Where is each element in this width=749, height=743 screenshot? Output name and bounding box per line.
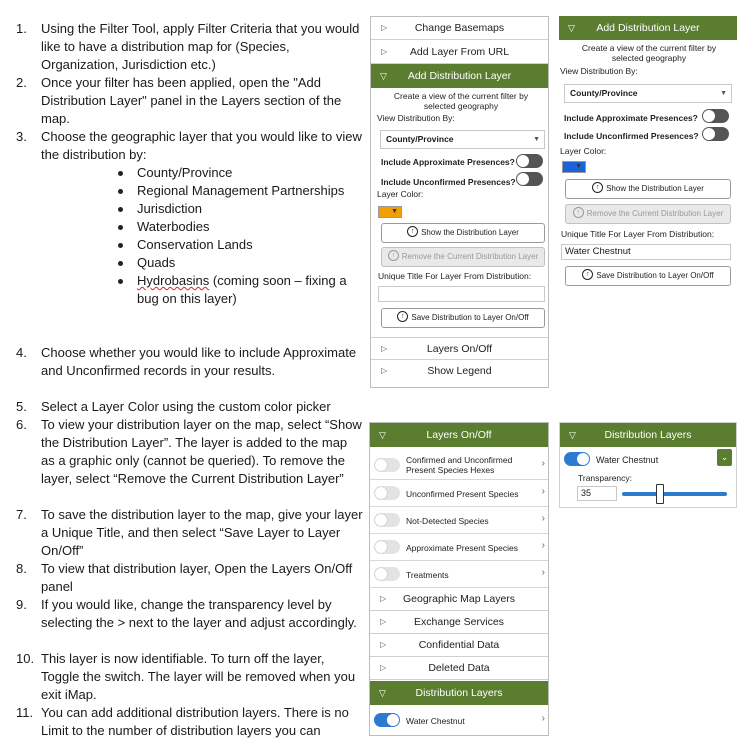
chevron-right-icon[interactable]: › bbox=[541, 713, 545, 724]
dropdown-arrow-icon: ▼ bbox=[533, 136, 540, 143]
layer-toggle[interactable] bbox=[374, 458, 400, 472]
bullet-icon bbox=[118, 243, 123, 248]
remove-distribution-layer-button[interactable]: ↑ Remove the Current Distribution Layer bbox=[381, 247, 545, 267]
transparency-slider-thumb[interactable] bbox=[656, 484, 664, 504]
save-distribution-button[interactable]: ↑ Save Distribution to Layer On/Off bbox=[381, 308, 545, 328]
bullet-icon bbox=[118, 279, 123, 284]
chevron-down-icon: ▽ bbox=[379, 688, 386, 698]
save-distribution-button[interactable]: ↑ Save Distribution to Layer On/Off bbox=[565, 266, 731, 286]
view-distribution-by-label: View Distribution By: bbox=[560, 66, 638, 76]
dropdown-arrow-icon: ▼ bbox=[720, 90, 727, 97]
layer-toggle[interactable] bbox=[374, 513, 400, 527]
chevron-right-icon: ▷ bbox=[381, 344, 388, 353]
geographic-map-layers-row[interactable]: ▷ Geographic Map Layers bbox=[370, 588, 548, 611]
remove-distribution-layer-button[interactable]: ↑ Remove the Current Distribution Layer bbox=[565, 204, 731, 224]
exchange-services-row[interactable]: ▷ Exchange Services bbox=[370, 611, 548, 634]
unconfirmed-presences-toggle[interactable] bbox=[702, 127, 729, 141]
distribution-layer-row[interactable]: Water Chestnut › bbox=[370, 707, 548, 734]
bullet-icon bbox=[118, 261, 123, 266]
upload-icon: ↑ bbox=[592, 182, 603, 193]
distribution-layer-name: Water Chestnut bbox=[596, 455, 659, 465]
layer-color-label: Layer Color: bbox=[560, 146, 607, 156]
deleted-data-row[interactable]: ▷ Deleted Data bbox=[370, 657, 548, 680]
distribution-layers-header[interactable]: ▽ Distribution Layers bbox=[370, 681, 548, 705]
unconfirmed-presences-toggle[interactable] bbox=[516, 172, 543, 186]
approximate-presences-label: Include Approximate Presences? bbox=[564, 113, 698, 123]
unconfirmed-presences-label: Include Unconfirmed Presences? bbox=[564, 131, 699, 141]
distribution-description: Create a view of the current filter by selected geography bbox=[581, 43, 717, 63]
transparency-label: Transparency: bbox=[578, 473, 633, 483]
chevron-right-icon: ▷ bbox=[381, 47, 388, 56]
dropdown-arrow-icon: ▼ bbox=[575, 163, 582, 170]
bullet-icon bbox=[118, 189, 123, 194]
unconfirmed-presences-label: Include Unconfirmed Presences? bbox=[381, 177, 516, 187]
distribution-layer-toggle[interactable] bbox=[374, 713, 400, 727]
hydrobasins-word: Hydrobasins bbox=[137, 273, 210, 288]
approximate-presences-toggle[interactable] bbox=[702, 109, 729, 123]
layers-on-off-row[interactable]: ▷ Layers On/Off bbox=[371, 337, 548, 360]
layer-toggle[interactable] bbox=[374, 567, 400, 581]
unique-title-label: Unique Title For Layer From Distribution: bbox=[561, 229, 715, 239]
layer-row[interactable]: Unconfirmed Present Species › bbox=[370, 480, 548, 507]
change-basemaps-row[interactable]: ▷ Change Basemaps bbox=[371, 17, 548, 40]
chevron-down-icon: ▽ bbox=[569, 430, 576, 440]
chevron-down-icon: ▽ bbox=[568, 23, 575, 33]
chevron-right-icon: ▷ bbox=[380, 663, 387, 672]
unique-title-input[interactable]: Water Chestnut bbox=[561, 244, 731, 260]
chevron-right-icon[interactable]: › bbox=[541, 458, 545, 469]
layers-on-off-header[interactable]: ▽ Layers On/Off bbox=[370, 423, 548, 447]
chevron-right-icon: ▷ bbox=[381, 366, 388, 375]
instructions: 1. Using the Filter Tool, apply Filter Criteria that you would like to have a distribution map for (Species, Organization, Jurisdiction etc.) 2. Once your filter has been applied, open the "Add Distribution Layer" panel in the Layers section of the map. 3. Choose the geographic layer that you would like to view the distribution by: County/Province Regional Management Partnerships Jurisdiction Waterbodies Conservation Lands Quads Hydrobasins (coming soon – fixing a bug on this layer) 4. Choose whether you would like to include Approximate and Unconfirmed records in your results. 5. Select a Layer Color using the custom color picker 6. To view your distribution layer on the map, select “Show the Distribution Layer”. The layer is added to the map as a graphic only (cannot be queried). To remove the layer, select “Remove the Current Distribution Layer” 7. To save the distribution layer to the map, give your layer a Unique Title, and then select “Save Layer to Layer On/Off” 8. To view that distribution layer, Open the Layers On/Off panel 9. If you would like, change the transparency level by selecting the > next to the layer and adjust accordingly. 10. This layer is now identifiable. To turn off the layer, Toggle the switch. The layer will be removed when you exit iMap. 11. You can add additional distribution layers. There is no Limit to the number of distribution layers you can bbox=[16, 21, 363, 738]
layer-toggle[interactable] bbox=[374, 486, 400, 500]
view-distribution-by-label: View Distribution By: bbox=[377, 113, 455, 123]
add-distribution-layer-header[interactable]: ▽ Add Distribution Layer bbox=[371, 64, 548, 88]
approximate-presences-label: Include Approximate Presences? bbox=[381, 157, 515, 167]
distribution-layers-header[interactable]: ▽ Distribution Layers bbox=[560, 423, 736, 447]
layer-row[interactable]: Confirmed and Unconfirmed Present Species Hexes › bbox=[370, 450, 548, 480]
dropdown-arrow-icon: ▼ bbox=[391, 208, 398, 215]
bullet-icon bbox=[118, 171, 123, 176]
chevron-right-icon: ▷ bbox=[380, 594, 387, 603]
add-layer-from-url-row[interactable]: ▷ Add Layer From URL bbox=[371, 40, 548, 64]
add-distribution-panel-filled bbox=[559, 16, 737, 291]
layer-toggle[interactable] bbox=[374, 540, 400, 554]
chevron-right-icon[interactable]: › bbox=[541, 540, 545, 551]
chevron-right-icon[interactable]: › bbox=[541, 567, 545, 578]
upload-icon: ↑ bbox=[407, 226, 418, 237]
bullet-icon bbox=[118, 225, 123, 230]
chevron-right-icon: ▷ bbox=[380, 640, 387, 649]
view-distribution-by-select[interactable]: County/Province ▼ bbox=[380, 130, 545, 149]
show-distribution-layer-button[interactable]: ↑ Show the Distribution Layer bbox=[565, 179, 731, 199]
chevron-right-icon[interactable]: › bbox=[541, 486, 545, 497]
show-distribution-layer-button[interactable]: ↑ Show the Distribution Layer bbox=[381, 223, 545, 243]
upload-icon: ↑ bbox=[573, 207, 584, 218]
upload-icon: ↑ bbox=[582, 269, 593, 280]
chevron-right-icon[interactable]: › bbox=[541, 513, 545, 524]
layers-on-off-panel bbox=[369, 422, 549, 736]
transparency-slider-track[interactable] bbox=[622, 492, 727, 496]
distribution-layer-toggle[interactable] bbox=[564, 452, 590, 466]
chevron-right-icon: ▷ bbox=[380, 617, 387, 626]
unique-title-label: Unique Title For Layer From Distribution: bbox=[378, 271, 532, 281]
tools-panel bbox=[370, 16, 549, 388]
distribution-layers-panel bbox=[559, 422, 737, 508]
view-distribution-by-select[interactable]: County/Province ▼ bbox=[564, 84, 732, 103]
confidential-data-row[interactable]: ▷ Confidential Data bbox=[370, 634, 548, 657]
layer-color-label: Layer Color: bbox=[377, 189, 424, 199]
transparency-input[interactable]: 35 bbox=[577, 486, 617, 501]
layer-row[interactable]: Treatments › bbox=[370, 561, 548, 588]
chevron-down-icon[interactable]: ⌄ bbox=[717, 449, 732, 466]
layer-color-picker[interactable] bbox=[378, 206, 402, 218]
upload-icon: ↑ bbox=[397, 311, 408, 322]
chevron-right-icon: ▷ bbox=[381, 23, 388, 32]
chevron-down-icon: ▽ bbox=[380, 71, 387, 81]
approximate-presences-toggle[interactable] bbox=[516, 154, 543, 168]
show-legend-row[interactable]: ▷ Show Legend bbox=[371, 360, 548, 383]
chevron-down-icon: ▽ bbox=[379, 430, 386, 440]
upload-icon: ↑ bbox=[388, 250, 399, 261]
bullet-icon bbox=[118, 207, 123, 212]
unique-title-input[interactable] bbox=[378, 286, 545, 302]
distribution-description: Create a view of the current filter by selected geography bbox=[393, 91, 529, 111]
add-distribution-layer-header[interactable]: ▽ Add Distribution Layer bbox=[559, 16, 737, 40]
layer-row[interactable]: Approximate Present Species › bbox=[370, 534, 548, 561]
layer-row[interactable]: Not-Detected Species › bbox=[370, 507, 548, 534]
layer-color-picker[interactable] bbox=[562, 161, 586, 173]
